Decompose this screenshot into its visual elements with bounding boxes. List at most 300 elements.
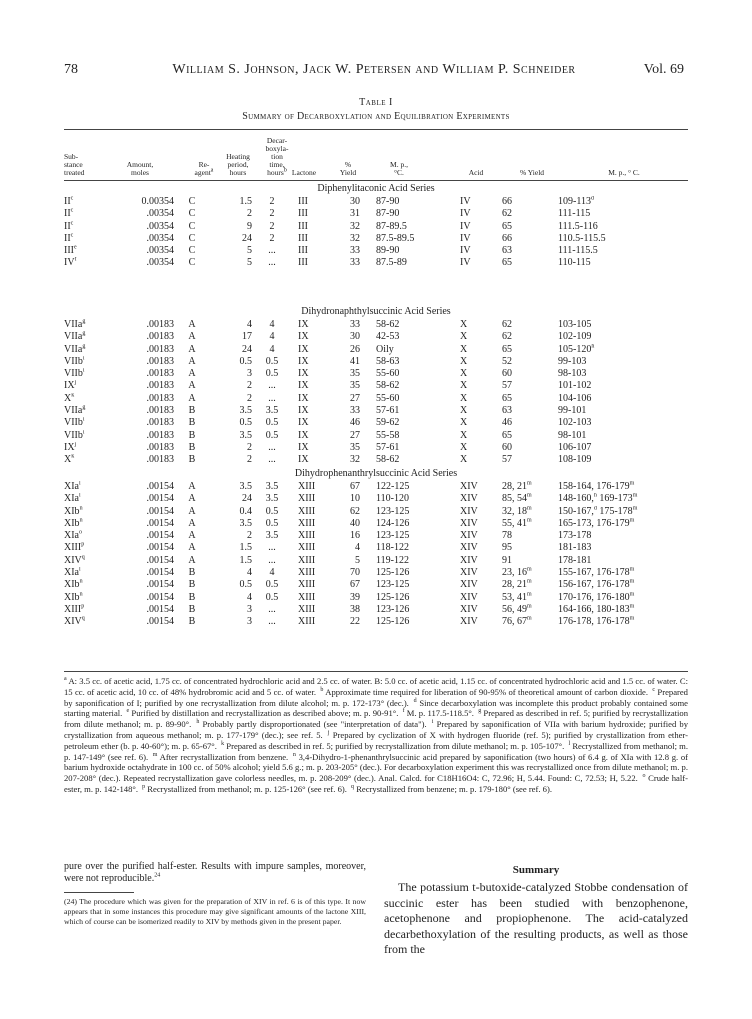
running-header xyxy=(64,62,684,82)
table-cell: XIII xyxy=(298,591,316,603)
table-cell: 102-109 xyxy=(558,331,592,343)
table-cell: 0.5 xyxy=(265,517,279,529)
table-cell: .00154 xyxy=(146,530,174,542)
footnote: $^o$ Crude half-ester, m. p. 142-148°. xyxy=(64,773,688,794)
table-cell: C xyxy=(188,245,196,257)
table-footnotes xyxy=(64,676,688,795)
table-cell: $X^k$ xyxy=(64,454,75,466)
table-cell: 22 xyxy=(350,616,360,628)
table-caption: Summary of Decarboxylation and Equilibration Experiments xyxy=(242,111,510,122)
table-cell: 3.5 xyxy=(239,517,252,529)
table-cell: IV xyxy=(460,245,471,257)
table-cell: XIV xyxy=(460,591,478,603)
table-cell: 4 xyxy=(247,567,252,579)
table-row xyxy=(64,380,688,392)
table-cell: 108-109 xyxy=(558,454,592,466)
table-cell: 35 xyxy=(350,441,360,453)
table-cell: IV xyxy=(460,220,471,232)
column-header: Decar- boxyla- tion time, hours$^b$ xyxy=(265,136,289,177)
table-cell: 57 xyxy=(502,454,512,466)
table-cell: 103-105 xyxy=(558,319,592,330)
footnote: $^q$ Recrystallized from benzene; m. p. 179-180° (see ref. 6). xyxy=(351,783,552,794)
table-cell: 87.5-89.5 xyxy=(376,232,415,244)
table-cell: $X^k$ xyxy=(64,392,75,404)
table-cell: 178-181 xyxy=(558,554,592,566)
table-cell: ... xyxy=(268,245,276,257)
table-cell: X xyxy=(460,417,468,429)
table-cell: XIII xyxy=(298,481,316,492)
table-cell: X xyxy=(460,343,468,355)
table-cell: 28, 21$^m$ xyxy=(502,579,532,591)
table-cell: 3 xyxy=(247,616,252,628)
column-header: Heating period, hours xyxy=(226,152,250,177)
table-cell: 52 xyxy=(502,355,512,367)
table-cell: .00183 xyxy=(146,331,174,343)
table-cell: XIV xyxy=(460,481,478,492)
table-cell: 4 xyxy=(269,319,275,330)
table-cell: 57-61 xyxy=(376,441,400,453)
table-cell: XIb$^n$ xyxy=(64,517,83,529)
table-cell: 24 xyxy=(242,343,252,355)
table-cell: 125-126 xyxy=(376,567,410,579)
column-header: M. p., °C. xyxy=(390,160,408,177)
footnote: $^e$ Purified by distillation and recrystallization as described above; m. p. 90-91°. xyxy=(126,708,401,719)
table-cell: $IV^f$ xyxy=(64,257,77,269)
table-cell: XIV xyxy=(460,579,478,591)
table-cell: 35 xyxy=(350,368,360,380)
table-cell: ... xyxy=(268,392,276,404)
table-cell: IV xyxy=(460,208,471,220)
table-cell: 0.5 xyxy=(265,355,279,367)
table-cell: $II^c$ xyxy=(64,232,74,244)
table-cell: 65 xyxy=(502,220,512,232)
column-header: % Yield xyxy=(339,160,357,177)
table-cell: 24 xyxy=(242,232,252,244)
table-row xyxy=(64,233,688,245)
body-paragraph: pure over the purified half-ester. Results with impure samples, moreover, were not reproducible. xyxy=(64,861,366,884)
table-cell: IX xyxy=(298,368,309,380)
table-cell: 148-160,$^h$ 169-173$^m$ xyxy=(558,493,638,505)
footnote: $^p$ Recrystallized from methanol; m. p. 125-126° (see ref. 6). xyxy=(142,783,350,794)
table-cell: 55-60 xyxy=(376,368,400,380)
table-cell: 0.5 xyxy=(265,505,279,517)
table-cell: 0.00354 xyxy=(141,196,174,207)
table-cell: 102-103 xyxy=(558,417,592,429)
table-row xyxy=(64,518,688,530)
table-cell: A xyxy=(188,380,196,392)
table-cell: 2 xyxy=(247,530,252,542)
table-cell: 41 xyxy=(350,355,360,367)
table-cell: 30 xyxy=(350,331,360,343)
table-cell: III xyxy=(298,196,308,207)
table-cell: XIb$^n$ xyxy=(64,505,83,517)
table-cell: 4 xyxy=(355,542,360,554)
table-cell: 39 xyxy=(350,591,360,603)
table-cell: IX xyxy=(298,417,309,429)
table-cell: 3.5 xyxy=(265,530,279,542)
footnote-24: (24) The procedure which was given for the preparation of XIV in ref. 6 is of this type. It now appears that in some instances this procedure may give significant amounts of the lactone XIII, which of course can be isomerized readily to XIV by methods given in the present paper. xyxy=(64,897,366,926)
table-cell: 23, 16$^m$ xyxy=(502,567,532,579)
table-cell: XIb$^n$ xyxy=(64,579,83,591)
table-row xyxy=(64,506,688,518)
table-cell: 150-167,$^d$ 175-178$^m$ xyxy=(558,505,638,517)
table-cell: XIII xyxy=(298,505,316,517)
table-cell: 181-183 xyxy=(558,542,592,554)
table-cell: .00354 xyxy=(146,220,174,232)
table-row xyxy=(64,257,688,269)
table-cell: 0.5 xyxy=(265,368,279,380)
table-cell: .00154 xyxy=(146,542,174,554)
table-cell: 123-125 xyxy=(376,505,410,517)
table-cell: 58-62 xyxy=(376,380,400,392)
table-cell: 2 xyxy=(269,208,275,220)
table-cell: 67 xyxy=(350,481,360,492)
table-cell: .00183 xyxy=(146,429,174,441)
table-cell: 87-89.5 xyxy=(376,220,407,232)
table-cell: III xyxy=(298,245,308,257)
table-cell: XIV xyxy=(460,530,478,542)
table-cell: .00354 xyxy=(146,232,174,244)
table-cell: .00154 xyxy=(146,567,174,579)
table-cell: III xyxy=(298,232,308,244)
table-cell: ... xyxy=(268,603,276,615)
table-row xyxy=(64,555,688,567)
table-cell: XIII$^p$ xyxy=(64,542,85,554)
table-cell: 2 xyxy=(247,380,252,392)
table-cell: IX xyxy=(298,405,309,417)
table-cell: 58-62 xyxy=(376,319,400,330)
column-header: % Yield xyxy=(519,168,545,177)
table-cell: 95 xyxy=(502,542,512,554)
table-cell: 10 xyxy=(350,493,360,505)
table-row xyxy=(64,604,688,616)
table-cell: A xyxy=(188,493,196,505)
table-cell: 0.5 xyxy=(265,417,279,429)
table-cell: IX xyxy=(298,429,309,441)
table-cell: 0.5 xyxy=(239,417,252,429)
table-cell: 57-61 xyxy=(376,405,400,417)
table-cell: A xyxy=(188,343,196,355)
footnote: $^i$ Prepared by saponification of VIIa with barium hydroxide; purified by crystallization from aqueous methanol; m. p. 177-179° (dec.); see ref. 5. xyxy=(64,719,689,740)
series-heading: Diphenylitaconic Acid Series xyxy=(317,183,435,194)
table-cell: VIIa$^g$ xyxy=(64,331,86,343)
series-heading: Dihydronaphthylsuccinic Acid Series xyxy=(301,306,451,317)
table-cell: 89-90 xyxy=(376,245,400,257)
table-cell: 40 xyxy=(350,517,360,529)
table-row xyxy=(64,344,688,356)
table-cell: 2 xyxy=(247,392,252,404)
table-cell: 76, 67$^m$ xyxy=(502,616,532,628)
table-cell: 104-106 xyxy=(558,392,592,404)
table-row xyxy=(64,245,688,257)
table-row xyxy=(64,579,688,591)
table-cell: 55-58 xyxy=(376,429,400,441)
data-table xyxy=(64,196,688,270)
table-cell: 65 xyxy=(502,392,512,404)
table-cell: B xyxy=(188,591,196,603)
body-text-left xyxy=(64,861,366,885)
table-cell: A xyxy=(188,355,196,367)
table-cell: ... xyxy=(268,554,276,566)
table-cell: B xyxy=(188,441,196,453)
table-cell: $II^c$ xyxy=(64,208,74,220)
table-row xyxy=(64,393,688,405)
table-cell: 3.5 xyxy=(239,405,252,417)
table-cell: 46 xyxy=(502,417,512,429)
table-cell: 173-178 xyxy=(558,530,592,542)
table-cell: XIa$^o$ xyxy=(64,530,82,542)
table-cell: 3.5 xyxy=(265,405,279,417)
table-cell: 33 xyxy=(350,319,360,330)
table-top-rule xyxy=(64,129,688,130)
table-cell: 67 xyxy=(350,579,360,591)
table-cell: 111.5-116 xyxy=(558,220,598,232)
table-cell: 2 xyxy=(269,232,275,244)
table-cell: 60 xyxy=(502,441,512,453)
table-cell: 170-176, 176-180$^m$ xyxy=(558,591,635,603)
table-cell: 62 xyxy=(502,331,512,343)
table-cell: XIa$^l$ xyxy=(64,493,81,505)
table-cell: VIIb$^i$ xyxy=(64,417,85,429)
table-cell: 123-125 xyxy=(376,530,410,542)
table-cell: B xyxy=(188,579,196,591)
table-cell: 111-115.5 xyxy=(558,245,598,257)
table-cell: 66 xyxy=(502,196,512,207)
table-cell: .00183 xyxy=(146,417,174,429)
table-cell: 158-164, 176-179$^m$ xyxy=(558,481,635,492)
table-cell: 109-113$^d$ xyxy=(558,196,594,207)
table-cell: 0.5 xyxy=(239,355,252,367)
table-cell: XIa$^l$ xyxy=(64,567,81,579)
table-cell: A xyxy=(188,530,196,542)
table-cell: 65 xyxy=(502,429,512,441)
table-cell: 0.5 xyxy=(265,591,279,603)
table-cell: 176-178, 176-178$^m$ xyxy=(558,616,635,628)
table-cell: 78 xyxy=(502,530,512,542)
table-row xyxy=(64,442,688,454)
table-cell: B xyxy=(188,405,196,417)
table-cell: 4 xyxy=(247,319,252,330)
table-cell: .00183 xyxy=(146,441,174,453)
table-row xyxy=(64,196,688,208)
table-cell: 42-53 xyxy=(376,331,400,343)
table-cell: X xyxy=(460,429,468,441)
table-cell: 59-62 xyxy=(376,417,400,429)
table-cell: IIIe xyxy=(64,245,77,257)
table-cell: A xyxy=(188,481,196,492)
table-cell: 123-126 xyxy=(376,603,410,615)
footnote: $^j$ Prepared by cyclization of X with hydrogen fluoride (ref. 5); purified by crystallization from ether-petroleum ether (b. p. 40-60°); m. p. 65-67°. xyxy=(64,729,688,751)
table-cell: ... xyxy=(268,542,276,554)
table-cell: A xyxy=(188,542,196,554)
table-cell: 5 xyxy=(355,554,360,566)
table-cell: 5 xyxy=(247,257,252,269)
column-header: Lactone xyxy=(291,168,317,177)
table-row xyxy=(64,454,688,466)
table-cell: 16 xyxy=(350,530,360,542)
table-cell: XIV xyxy=(460,616,478,628)
table-cell: 38 xyxy=(350,603,360,615)
table-row xyxy=(64,405,688,417)
table-row xyxy=(64,356,688,368)
table-cell: XIII xyxy=(298,554,316,566)
table-cell: .00183 xyxy=(146,454,174,466)
table-cell: IV xyxy=(460,196,471,207)
table-cell: 87-90 xyxy=(376,196,400,207)
table-cell: IV xyxy=(460,232,471,244)
table-cell: XIII xyxy=(298,493,316,505)
table-cell: XIV xyxy=(460,517,478,529)
column-header: M. p., ° C. xyxy=(608,168,640,177)
table-cell: 1.5 xyxy=(239,542,252,554)
table-cell: B xyxy=(188,603,196,615)
table-cell: 66 xyxy=(502,232,512,244)
table-cell: 32 xyxy=(350,454,360,466)
table-cell: 56, 49$^m$ xyxy=(502,603,532,615)
table-cell: VIIa$^g$ xyxy=(64,343,86,355)
table-cell: 110-120 xyxy=(376,493,409,505)
table-cell: 57 xyxy=(502,380,512,392)
table-cell: .00154 xyxy=(146,616,174,628)
table-cell: X xyxy=(460,454,468,466)
table-cell: 62 xyxy=(502,208,512,220)
table-cell: 62 xyxy=(502,319,512,330)
page-number: 78 xyxy=(64,62,78,77)
table-cell: .00354 xyxy=(146,257,174,269)
footnote: $^g$ Prepared as described in ref. 5; purified by recrystallization from dilute methanol; m. p. 89-90°. xyxy=(64,708,689,730)
table-cell: A xyxy=(188,319,196,330)
table-cell: 165-173, 176-179$^m$ xyxy=(558,517,635,529)
table-cell: 99-103 xyxy=(558,355,587,367)
table-cell: 0.5 xyxy=(265,429,279,441)
table-cell: 62 xyxy=(350,505,360,517)
table-cell: $II^c$ xyxy=(64,220,74,232)
table-cell: XIII xyxy=(298,567,316,579)
table-cell: 111-115 xyxy=(558,208,591,220)
table-bottom-rule xyxy=(64,671,688,672)
table-cell: 30 xyxy=(350,196,360,207)
table-row xyxy=(64,319,688,331)
table-cell: $IX^j$ xyxy=(64,380,77,392)
table-row xyxy=(64,567,688,579)
table-cell: .00183 xyxy=(146,368,174,380)
table-row xyxy=(64,221,688,233)
table-cell: 2 xyxy=(247,208,252,220)
table-cell: IX xyxy=(298,392,309,404)
table-row xyxy=(64,368,688,380)
table-cell: XIV$^q$ xyxy=(64,616,85,628)
table-cell: 2 xyxy=(247,454,252,466)
table-cell: C xyxy=(188,208,196,220)
table-cell: A xyxy=(188,505,196,517)
table-cell: C xyxy=(188,196,196,207)
table-cell: 63 xyxy=(502,405,512,417)
table-cell: A xyxy=(188,368,196,380)
table-cell: .00154 xyxy=(146,481,174,492)
table-cell: IX xyxy=(298,380,309,392)
series-heading: Dihydrophenanthrylsuccinic Acid Series xyxy=(294,468,458,479)
table-cell: A xyxy=(188,554,196,566)
table-cell: 119-122 xyxy=(376,554,409,566)
table-cell: X xyxy=(460,392,468,404)
table-cell: 164-166, 180-183$^m$ xyxy=(558,603,635,615)
table-cell: 3.5 xyxy=(265,493,279,505)
table-cell: 58-62 xyxy=(376,454,400,466)
table-cell: 60 xyxy=(502,368,512,380)
table-cell: VIIa$^g$ xyxy=(64,405,86,417)
column-header: Sub- stance treated xyxy=(64,152,85,177)
table-cell: B xyxy=(188,417,196,429)
table-cell: 110-115 xyxy=(558,257,591,269)
table-cell: XIII xyxy=(298,579,316,591)
table-cell: 31 xyxy=(350,208,360,220)
table-cell: 1.5 xyxy=(239,196,252,207)
summary-text: The potassium t-butoxide-catalyzed Stobbe condensation of succinic ester has been studied with benzophenone, acetophenone and propiophenone. The acid-catalyzed decarbethoxylation of the resulting products, as well as those from the xyxy=(384,880,688,956)
table-cell: 24 xyxy=(242,493,252,505)
table-cell: 4 xyxy=(247,591,252,603)
table-row xyxy=(64,530,688,542)
table-cell: 32, 18$^m$ xyxy=(502,505,532,517)
authors: William S. Johnson, Jack W. Petersen and William P. Schneider xyxy=(172,62,576,77)
table-cell: 122-125 xyxy=(376,481,410,492)
table-cell: 26 xyxy=(350,343,360,355)
table-cell: IX xyxy=(298,454,309,466)
table-row xyxy=(64,331,688,343)
table-cell: X xyxy=(460,319,468,330)
column-header: Acid xyxy=(468,168,484,177)
column-header: Re- agent$^a$ xyxy=(194,160,214,177)
footnote: $^l$ Recrystallized from methanol; m. p. 147-149° (see ref. 6). xyxy=(64,740,689,762)
table-cell: IV xyxy=(460,257,471,269)
table-cell: 118-122 xyxy=(376,542,409,554)
table-cell: C xyxy=(188,257,196,269)
table-cell: .00154 xyxy=(146,505,174,517)
table-cell: X xyxy=(460,441,468,453)
table-cell: .00183 xyxy=(146,355,174,367)
table-cell: 110.5-115.5 xyxy=(558,232,606,244)
table-cell: ... xyxy=(268,380,276,392)
table-cell: 2 xyxy=(269,220,275,232)
table-cell: 123-125 xyxy=(376,579,410,591)
table-cell: 3.5 xyxy=(265,481,279,492)
footnote: $^a$ A: 3.5 cc. of acetic acid, 1.75 cc. of concentrated hydrochloric acid and 2.5 cc. of water. B: 5.0 cc. of acetic acid, 1.15 cc. of concentrated hydrochloric acid and 1.5 cc. of water. C: 15 cc. of acetic acid, 10 cc. of 48% hydrobromic acid and 5 cc. of water. xyxy=(64,676,688,697)
table-cell: B xyxy=(188,616,196,628)
footnote: $^k$ Prepared as described in ref. 5; purified by recrystallization from dilute methanol; m. p. 105-107°. xyxy=(221,740,567,751)
table-cell: XIII xyxy=(298,616,316,628)
table-cell: ... xyxy=(268,257,276,269)
table-cell: ... xyxy=(268,616,276,628)
table-cell: XIV xyxy=(460,603,478,615)
table-row xyxy=(64,592,688,604)
table-cell: .00183 xyxy=(146,392,174,404)
table-cell: 85, 54$^m$ xyxy=(502,493,532,505)
table-cell: .00183 xyxy=(146,319,174,330)
table-cell: 33 xyxy=(350,257,360,269)
table-cell: ... xyxy=(268,454,276,466)
summary-heading: Summary xyxy=(512,864,560,876)
table-cell: 87.5-89 xyxy=(376,257,407,269)
footnote: $^f$ M. p. 117.5-118.5°. xyxy=(402,708,477,719)
table-cell: .00154 xyxy=(146,591,174,603)
reference-mark: 24 xyxy=(154,872,161,879)
table-cell: .00154 xyxy=(146,493,174,505)
table-cell: 65 xyxy=(502,343,512,355)
table-cell: .00183 xyxy=(146,380,174,392)
table-cell: 124-126 xyxy=(376,517,410,529)
table-cell: 32 xyxy=(350,232,360,244)
table-cell: 5 xyxy=(247,245,252,257)
table-cell: B xyxy=(188,567,196,579)
